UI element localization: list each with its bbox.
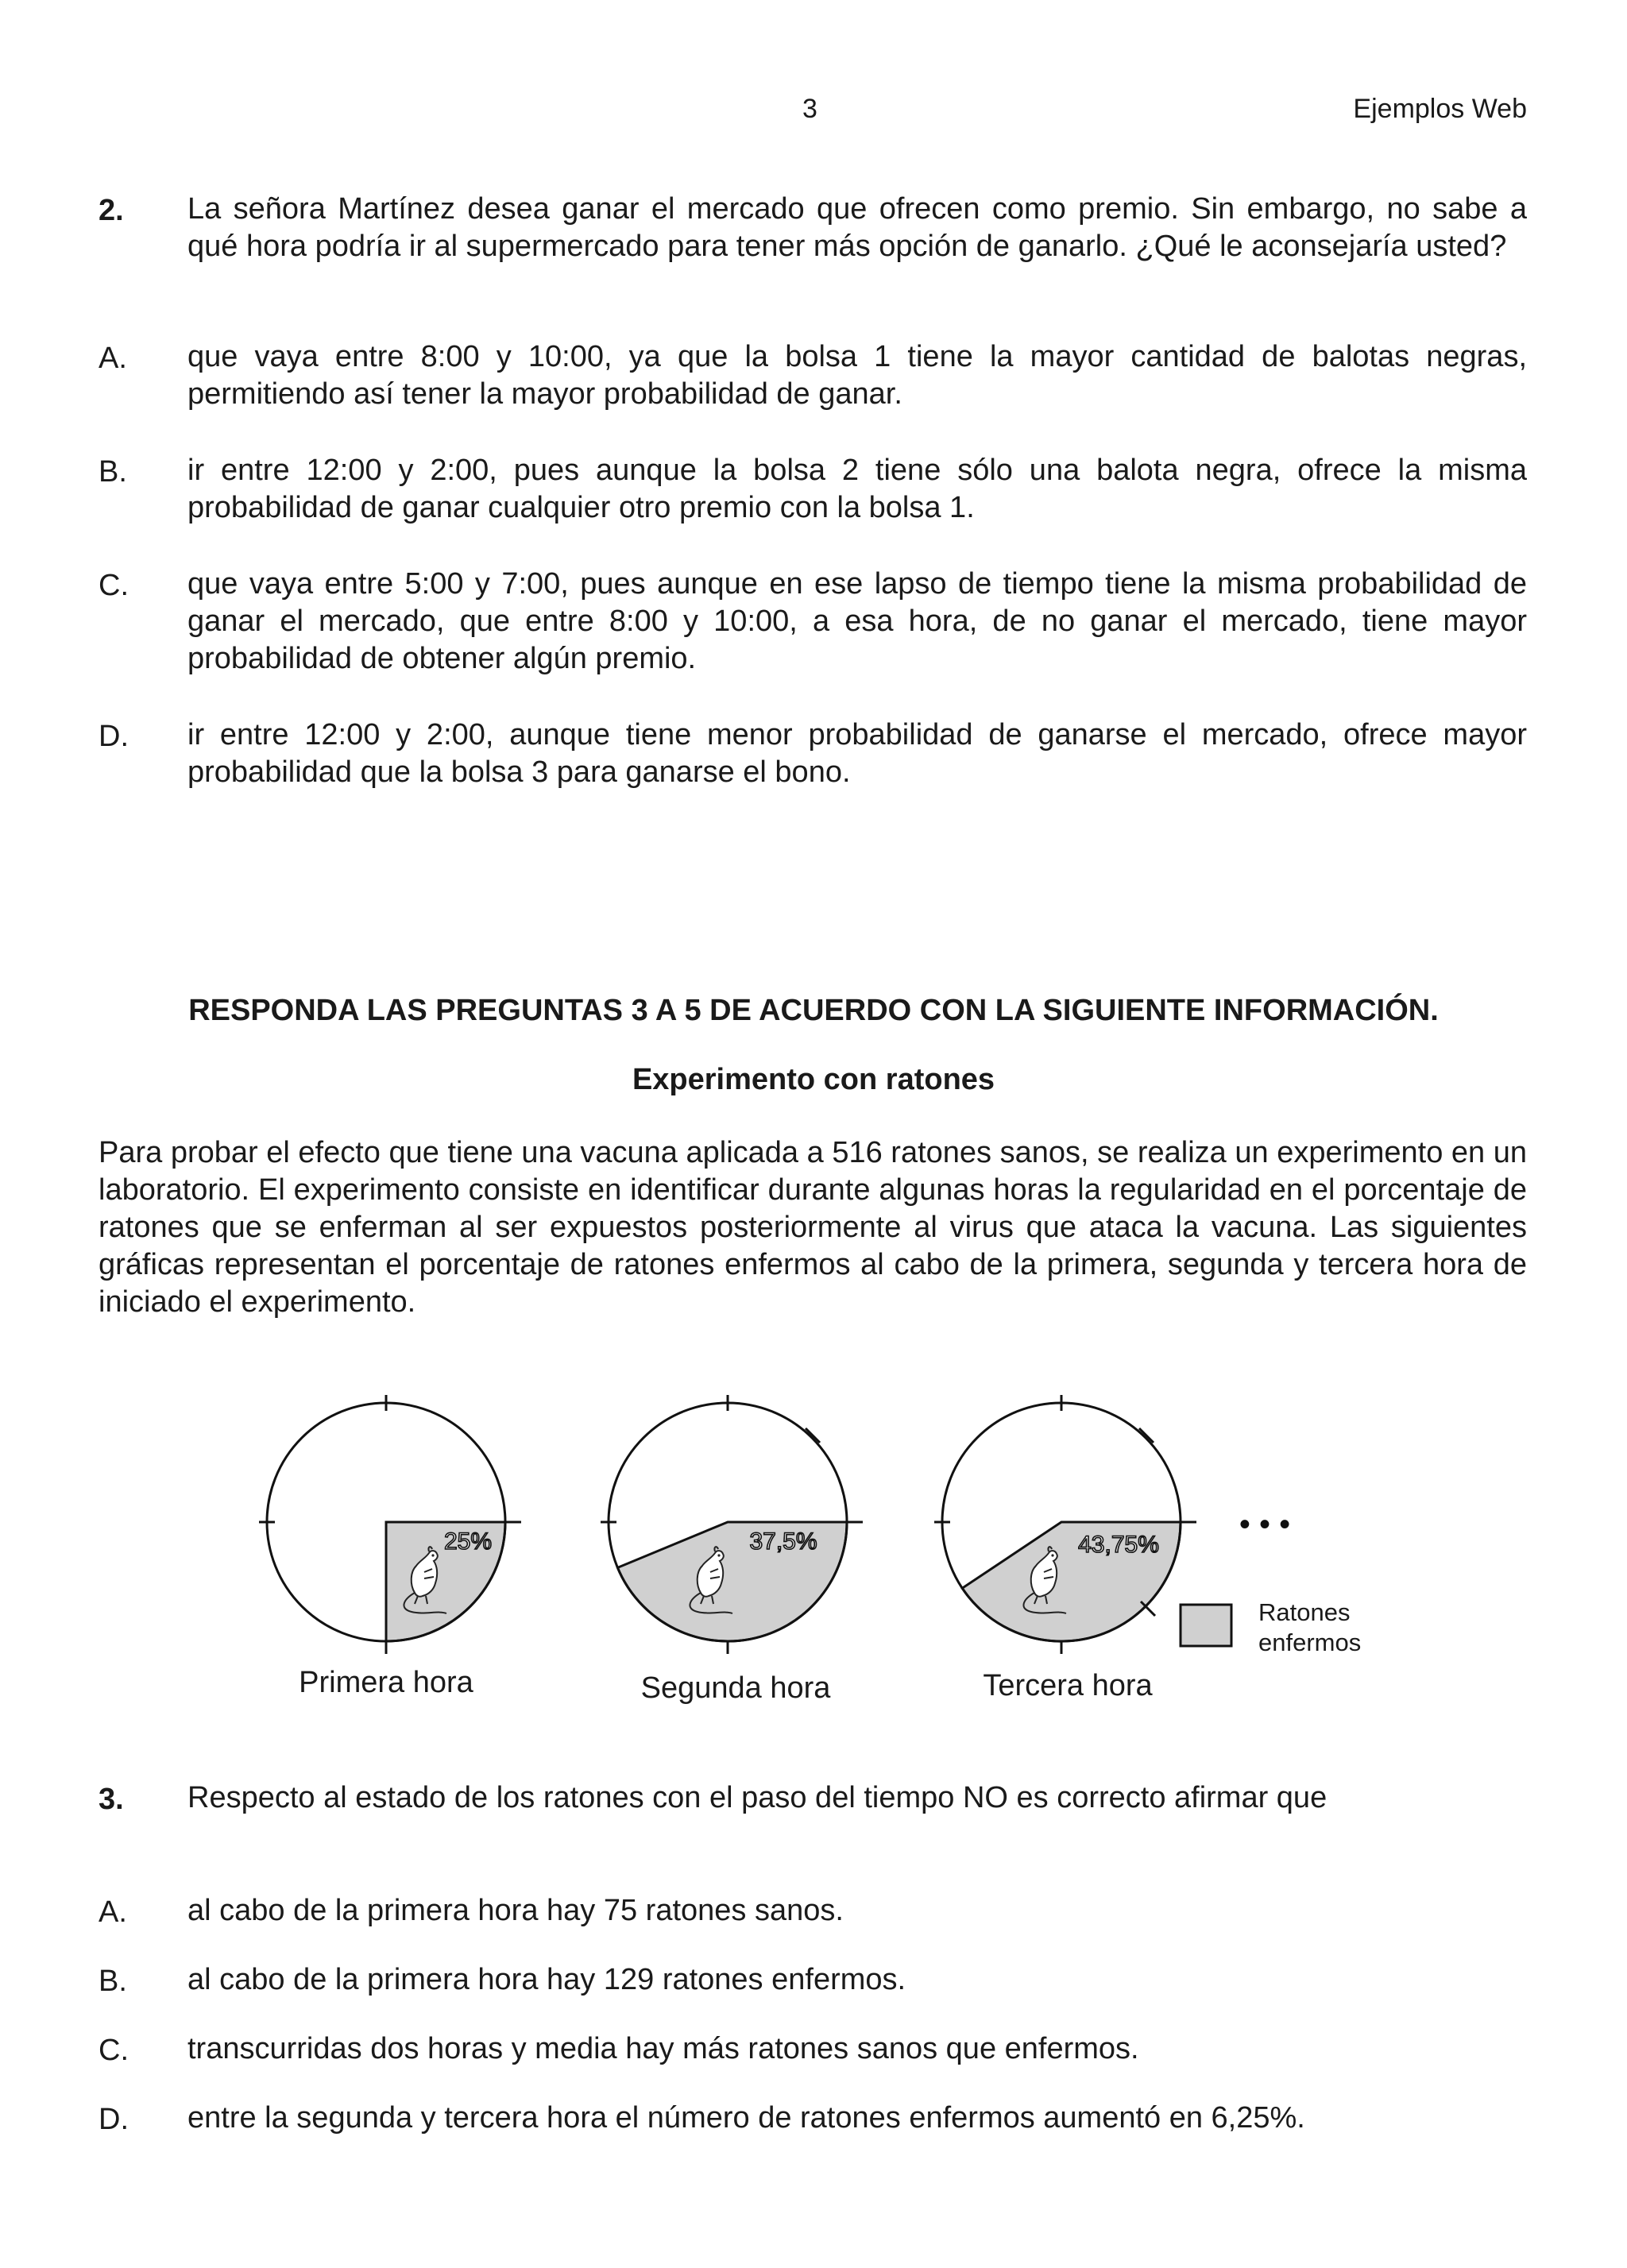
q2-option-d-letter: D.: [99, 720, 129, 753]
pie-chart-figure: [238, 1382, 1430, 1716]
q2-option-a-letter: A.: [99, 342, 127, 375]
pie-1-percent-label: 25%: [443, 1528, 493, 1555]
section-paragraph: Para probar el efecto que tiene una vacuna aplicada a 516 ratones sanos, se realiza un experimento en un laboratorio. El experimento consiste en identificar durante algunas horas la regularidad en el porcentaje de ratones que se enferman al ser expuestos posteriormente al virus que ataca la vacuna. Las siguientes gráficas representan el porcentaje de ratones enfermos al cabo de la primera, segunda y tercera hora de iniciado el experimento.: [99, 1136, 1527, 1319]
q2-option-b-letter: B.: [99, 455, 127, 489]
q2-option-c-text[interactable]: que vaya entre 5:00 y 7:00, pues aunque en ese lapso de tiempo tiene la misma probabilidad de ganar el mercado, que entre 8:00 y 10:00, a esa hora, de no ganar el mercado, tiene mayor probabilidad de obtener algún premio.: [187, 567, 1527, 675]
continuation-dots: • • •: [1239, 1507, 1291, 1542]
pie-2-percent-label: 37,5%: [749, 1528, 817, 1555]
header-source: Ejemplos Web: [1353, 94, 1527, 124]
q3-option-c-text[interactable]: transcurridas dos horas y media hay más ratones sanos que enfermos.: [187, 2032, 1139, 2065]
question-2-text: La señora Martínez desea ganar el mercado que ofrecen como premio. Sin embargo, no sabe a qué hora podría ir al supermercado para tener más opción de ganarlo. ¿Qué le aconsejaría usted?: [187, 192, 1527, 263]
q3-option-d-letter: D.: [99, 2103, 129, 2136]
pie-2-caption: Segunda hora: [640, 1671, 831, 1705]
pie-1-caption: Primera hora: [299, 1666, 473, 1699]
q3-option-c-letter: C.: [99, 2034, 129, 2067]
q3-option-b-letter: B.: [99, 1965, 127, 1998]
q2-option-b-text[interactable]: ir entre 12:00 y 2:00, pues aunque la bolsa 2 tiene sólo una balota negra, ofrece la misma probabilidad de ganar cualquier otro premio con la bolsa 1.: [187, 454, 1527, 524]
pie-1: [259, 1395, 521, 1699]
pie-3-caption: Tercera hora: [983, 1669, 1153, 1702]
legend-swatch: [1181, 1605, 1231, 1646]
q2-option-a-text[interactable]: que vaya entre 8:00 y 10:00, ya que la bolsa 1 tiene la mayor cantidad de balotas negras, permitiendo así tener la mayor probabilidad de ganar.: [187, 340, 1527, 411]
q2-option-d-text[interactable]: ir entre 12:00 y 2:00, aunque tiene menor probabilidad de ganarse el mercado, ofrece mayor probabilidad que la bolsa 3 para ganarse el bono.: [187, 718, 1527, 789]
question-3-text: Respecto al estado de los ratones con el paso del tiempo NO es correcto afirmar que: [187, 1781, 1327, 1814]
pie-3-percent-label: 43,75%: [1078, 1532, 1159, 1558]
q3-option-a-letter: A.: [99, 1895, 127, 1929]
section-title: Experimento con ratones: [632, 1063, 995, 1096]
question-2-number: 2.: [99, 194, 124, 227]
pie-2: [601, 1395, 863, 1705]
page-number: 3: [802, 94, 817, 124]
legend-label-line1: Ratones: [1258, 1598, 1351, 1626]
legend-label-line2: enfermos: [1258, 1629, 1362, 1656]
question-3-number: 3.: [99, 1783, 124, 1816]
q3-option-d-text[interactable]: entre la segunda y tercera hora el número de ratones enfermos aumentó en 6,25%.: [187, 2101, 1305, 2135]
q3-option-b-text[interactable]: al cabo de la primera hora hay 129 ratones enfermos.: [187, 1963, 906, 1996]
pie-charts-svg: [238, 1382, 1430, 1716]
q2-option-c-letter: C.: [99, 569, 129, 602]
q3-option-a-text[interactable]: al cabo de la primera hora hay 75 ratones sanos.: [187, 1894, 844, 1927]
pie-3: [934, 1395, 1196, 1702]
section-instruction: RESPONDA LAS PREGUNTAS 3 A 5 DE ACUERDO CON LA SIGUIENTE INFORMACIÓN.: [188, 994, 1439, 1027]
